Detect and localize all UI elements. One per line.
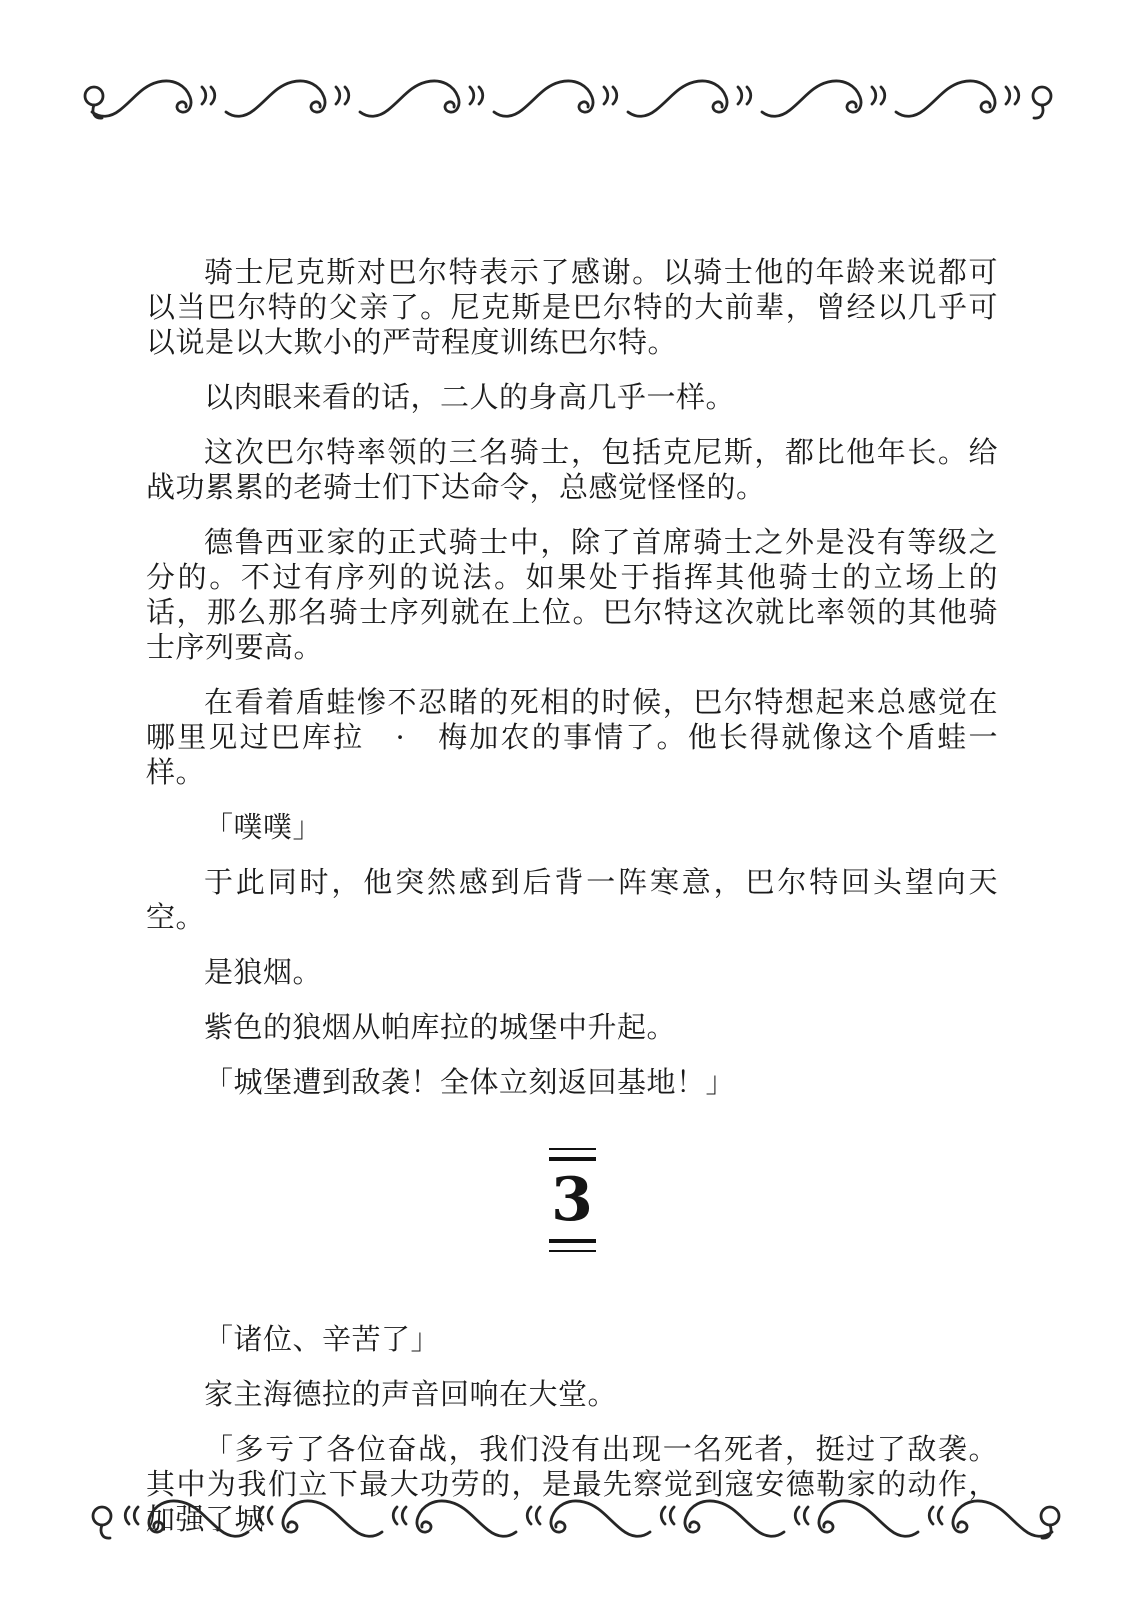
paragraph: 是狼烟。: [204, 955, 323, 989]
chapter-number: 3: [551, 1165, 593, 1235]
section-before-chapter: [146, 255, 998, 1100]
paragraph: 德鲁西亚家的正式骑士中，除了首席骑士之外是没有等级之分的。不过有序列的说法。如果处于指挥其他骑士的立场上的话，那么那名骑士序列就在上位。巴尔特这次就比率领的其他骑士序列要高。: [146, 525, 998, 664]
page-text: [146, 255, 998, 1557]
chapter-rule-top: [549, 1148, 596, 1161]
flourish-border-bottom-icon: [82, 1488, 1062, 1546]
flourish-border-top-icon: [82, 68, 1062, 126]
chapter-rule-bottom: [549, 1239, 596, 1252]
paragraph: 「多亏了各位奋战，我们没有出现一名死者，挺过了敌袭。其中为我们立下最大功劳的，是最先察觉到寇安德勒家的动作，加强了城: [146, 1432, 998, 1536]
paragraph: 「城堡遭到敌袭！全体立刻返回基地！」: [204, 1065, 736, 1099]
paragraph: 以肉眼来看的话，二人的身高几乎一样。: [204, 380, 736, 414]
paragraph: 骑士尼克斯对巴尔特表示了感谢。以骑士他的年龄来说都可以当巴尔特的父亲了。尼克斯是巴尔特的大前辈，曾经以几乎可以说是以大欺小的严苛程度训练巴尔特。: [146, 255, 998, 359]
paragraph: 紫色的狼烟从帕库拉的城堡中升起。: [204, 1010, 677, 1044]
paragraph: 在看着盾蛙惨不忍睹的死相的时候，巴尔特想起来总感觉在哪里见过巴库拉 · 梅加农的事情了。他长得就像这个盾蛙一样。: [146, 685, 998, 789]
paragraph: 「噗噗」: [204, 810, 323, 844]
paragraph: 「诸位、辛苦了」: [204, 1322, 441, 1356]
chapter-heading: [146, 1148, 998, 1252]
paragraph: 这次巴尔特率领的三名骑士，包括克尼斯，都比他年长。给战功累累的老骑士们下达命令，总感觉怪怪的。: [146, 435, 998, 504]
paragraph: 家主海德拉的声音回响在大堂。: [204, 1377, 618, 1411]
paragraph: 于此同时，他突然感到后背一阵寒意，巴尔特回头望向天空。: [146, 865, 998, 934]
